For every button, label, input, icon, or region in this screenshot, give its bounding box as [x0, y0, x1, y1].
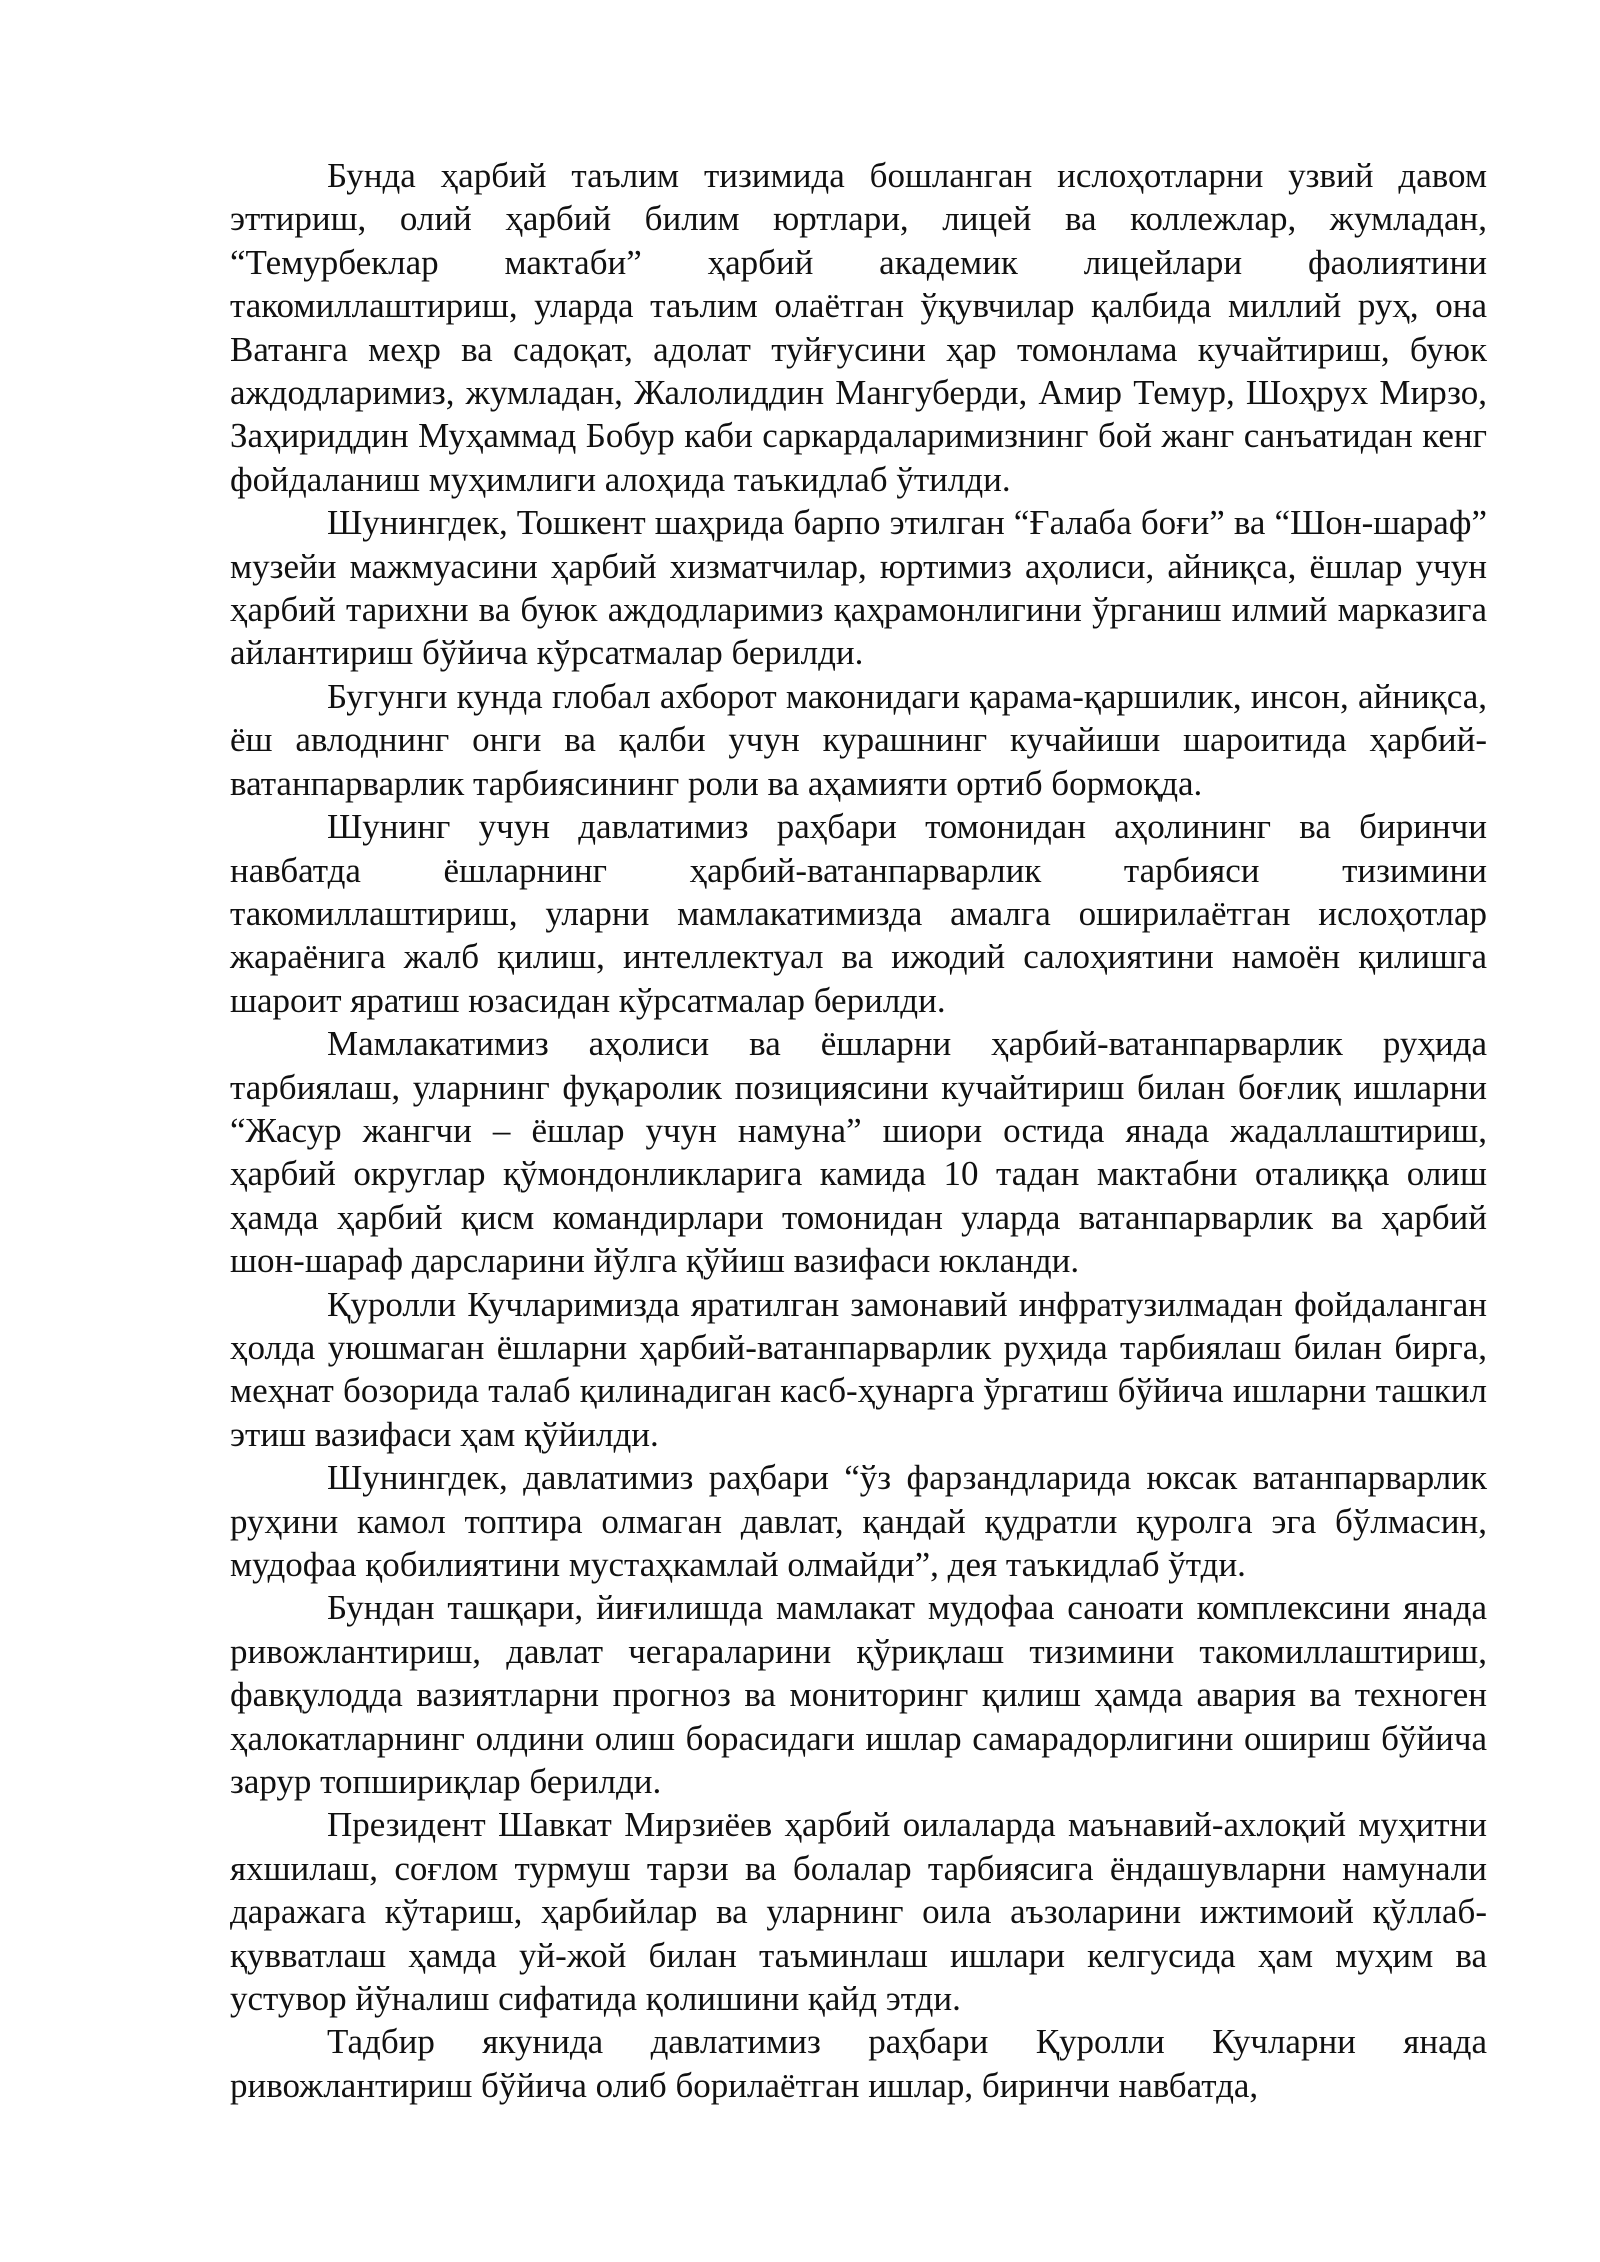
- paragraph-2: Шунингдек, Тошкент шаҳрида барпо этилган “Ғалаба боғи” ва “Шон-шараф” музейи мажмуасини ҳарбий хизматчилар, юртимиз аҳолиси, айниқса, ёшлар учун ҳарбий тарихни ва буюк аждодларимиз қаҳрамонлигини ўрганиш илмий марказига айлантириш бўйича кўрсатмалар берилди.: [230, 503, 1487, 673]
- paragraph-3: Бугунги кунда глобал ахборот маконидаги қарама-қаршилик, инсон, айниқса, ёш авлоднинг онги ва қалби учун курашнинг кучайиши шароитида ҳарбий-ватанпарварлик тарбиясининг роли ва аҳамияти ортиб бормоқда.: [230, 676, 1487, 803]
- paragraph-6: Қуролли Кучларимизда яратилган замонавий инфратузилмадан фойдаланган ҳолда уюшмаган ёшларни ҳарбий-ватанпарварлик руҳида тарбиялаш билан бирга, меҳнат бозорида талаб қилинадиган касб-ҳунарга ўргатиш бўйича ишларни ташкил этиш вазифаси ҳам қўйилди.: [230, 1284, 1487, 1454]
- paragraph-4: Шунинг учун давлатимиз раҳбари томонидан аҳолининг ва биринчи навбатда ёшларнинг ҳарбий-ватанпарварлик тарбияси тизимини такомиллаштириш, уларни мамлакатимизда амалга оширилаётган ислоҳотлар жараёнига жалб қилиш, интеллектуал ва ижодий салоҳиятини намоён қилишга шароит яратиш юзасидан кўрсатмалар берилди.: [230, 807, 1487, 1020]
- paragraph-1: Бунда ҳарбий таълим тизимида бошланган ислоҳотларни узвий давом эттириш, олий ҳарбий билим юртлари, лицей ва коллежлар, жумладан, “Темурбеклар мактаби” ҳарбий академик лицейлари фаолиятини такомиллаштириш, уларда таълим олаётган ўқувчилар қалбида миллий руҳ, она Ватанга меҳр ва садоқат, адолат туйғусини ҳар томонлама кучайтириш, буюк аждодларимиз, жумладан, Жалолиддин Мангуберди, Амир Темур, Шоҳрух Мирзо, Заҳириддин Муҳаммад Бобур каби саркардаларимизнинг бой жанг санъатидан кенг фойдаланиш муҳимлиги алоҳида таъкидлаб ўтилди.: [230, 156, 1487, 499]
- paragraph-7: Шунингдек, давлатимиз раҳбари “ўз фарзандларида юксак ватанпарварлик руҳини камол топтира олмаган давлат, қандай қудратли қуролга эга бўлмасин, мудофаа қобилиятини мустаҳкамлай олмайди”, дея таъкидлаб ўтди.: [230, 1458, 1487, 1584]
- paragraph-10: Тадбир якунида давлатимиз раҳбари Қуролли Кучларни янада ривожлантириш бўйича олиб борилаётган ишлар, биринчи навбатда,: [230, 2022, 1487, 2105]
- paragraph-9: Президент Шавкат Мирзиёев ҳарбий оилаларда маънавий-ахлоқий муҳитни яхшилаш, соғлом турмуш тарзи ва болалар тарбиясига ёндашувларни намунали даражага кўтариш, ҳарбийлар ва уларнинг оила аъзоларини ижтимоий қўллаб-қувватлаш ҳамда уй-жой билан таъминлаш ишлари келгусида ҳам муҳим ва устувор йўналиш сифатида қолишини қайд этди.: [230, 1805, 1487, 2019]
- paragraph-5: Мамлакатимиз аҳолиси ва ёшларни ҳарбий-ватанпарварлик руҳида тарбиялаш, уларнинг фуқаролик позициясини кучайтириш билан боғлиқ ишларни “Жасур жангчи – ёшлар учун намуна” шиори остида янада жадаллаштириш, ҳарбий округлар қўмондонликларига камида 10 тадан мактабни оталиққа олиш ҳамда ҳарбий қисм командирлари томонидан уларда ватанпарварлик ва ҳарбий шон-шараф дарсларини йўлга қўйиш вазифаси юкланди.: [230, 1024, 1487, 1281]
- document-body: [230, 154, 1487, 2107]
- paragraph-8: Бундан ташқари, йиғилишда мамлакат мудофаа саноати комплексини янада ривожлантириш, давлат чегараларини қўриқлаш тизимини такомиллаштириш, фавқулодда вазиятларни прогноз ва мониторинг қилиш ҳамда авария ва техноген ҳалокатларнинг олдини олиш борасидаги ишлар самарадорлигини ошириш бўйича зарур топшириқлар берилди.: [230, 1588, 1487, 1802]
